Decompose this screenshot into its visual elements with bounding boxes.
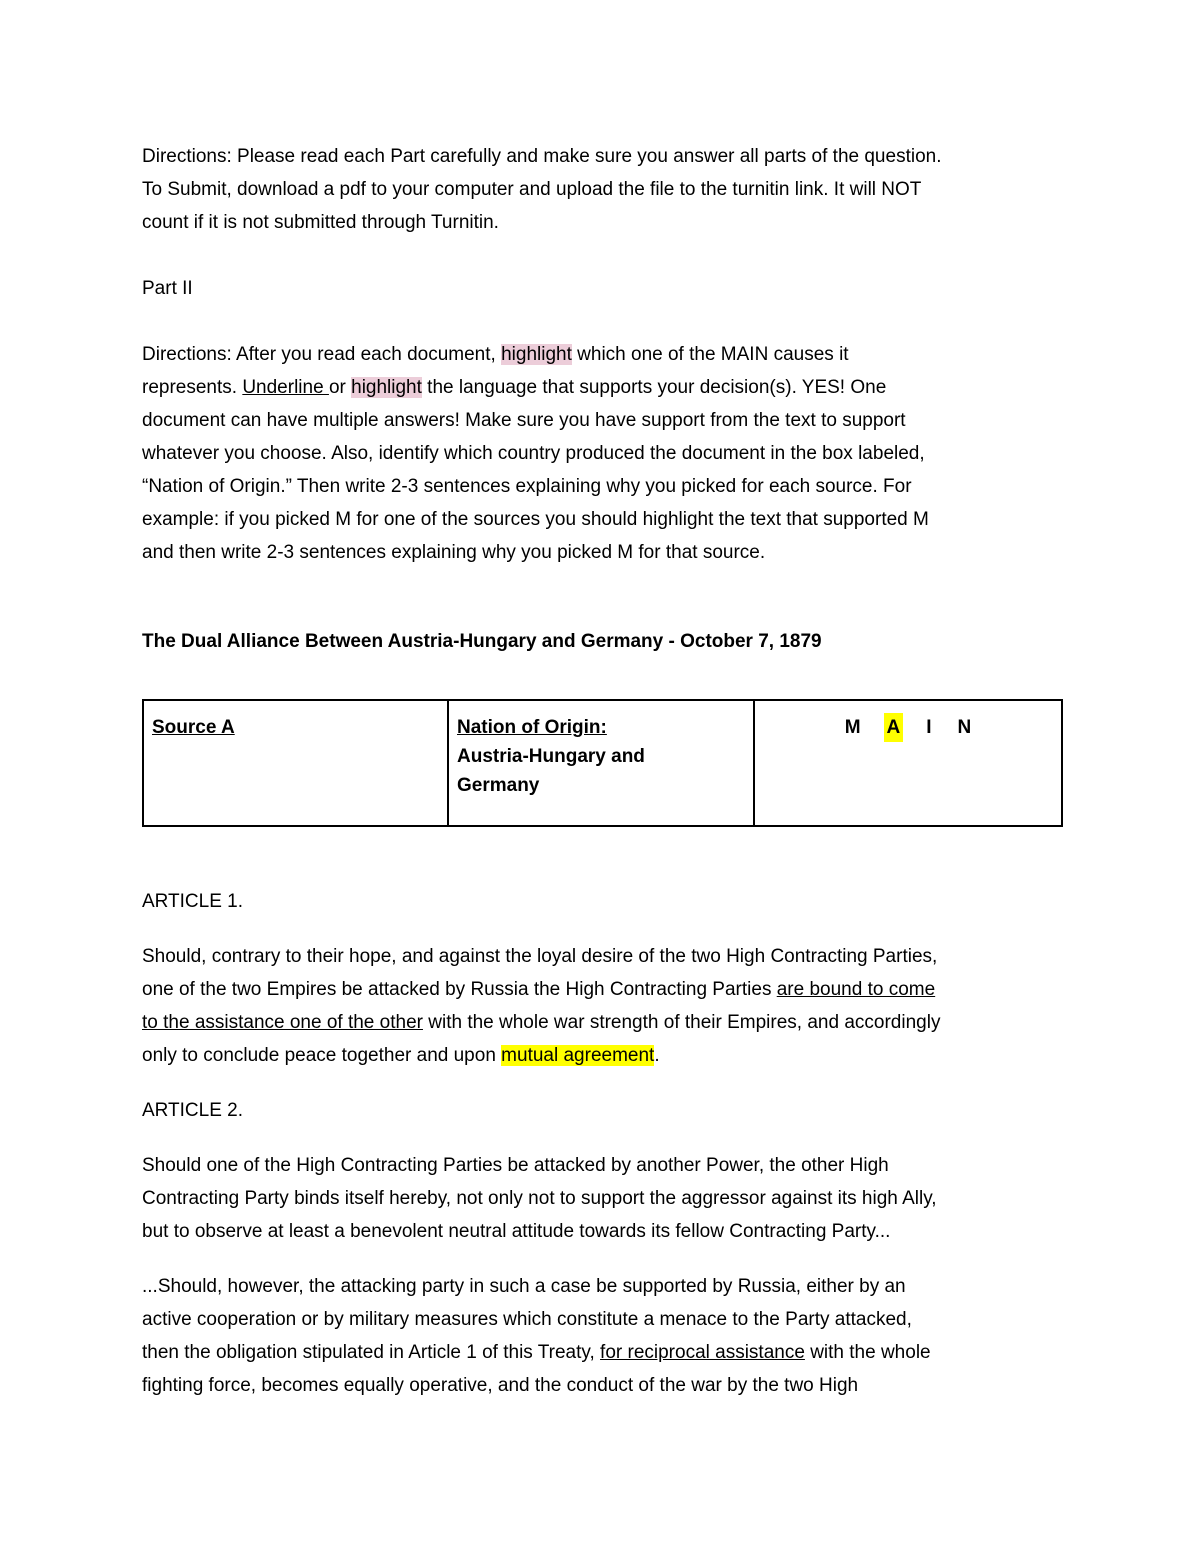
article-1-text [142, 940, 1062, 1072]
highlighted-word: highlight [501, 344, 572, 365]
nation-cell[interactable] [448, 700, 754, 826]
article-2-paragraph-1 [142, 1149, 1062, 1248]
main-letter-i[interactable]: I [926, 717, 932, 738]
text-line: then the obligation stipulated in Article 1 of this Treaty, for reciprocal assistance with the whole [142, 1342, 931, 1363]
text-line: to the assistance one of the other with the whole war strength of their Empires, and accordingly [142, 1012, 941, 1033]
text-line: To Submit, download a pdf to your computer and upload the file to the turnitin link. It will NOT [142, 179, 922, 200]
underlined-phrase: to the assistance one of the other [142, 1012, 423, 1033]
text-line: fighting force, becomes equally operative, and the conduct of the war by the two High [142, 1375, 859, 1396]
article-1-heading: ARTICLE 1. [142, 891, 244, 912]
text-line: Directions: After you read each document, highlight which one of the MAIN causes it [142, 344, 849, 365]
nation-value: Germany [457, 775, 540, 796]
highlighted-phrase: mutual agreement [501, 1045, 655, 1066]
source-cell [143, 700, 448, 826]
underlined-phrase: for reciprocal assistance [600, 1342, 805, 1363]
text-line: one of the two Empires be attacked by Russia the High Contracting Parties are bound to come [142, 979, 936, 1000]
text-line: only to conclude peace together and upon mutual agreement. [142, 1045, 660, 1066]
nation-value: Austria-Hungary and [457, 746, 645, 767]
text-line: Contracting Party binds itself hereby, not only not to support the aggressor against its high Ally, [142, 1188, 937, 1209]
article-2-paragraph-2 [142, 1270, 1062, 1402]
document-page [142, 140, 1062, 1402]
text-line: “Nation of Origin.” Then write 2-3 sentences explaining why you picked for each source. For [142, 476, 912, 497]
main-letter-a[interactable]: A [884, 713, 904, 742]
text-line: ...Should, however, the attacking party in such a case be supported by Russia, either by an [142, 1276, 906, 1297]
source-table [142, 699, 1063, 827]
text-line: active cooperation or by military measures which constitute a menace to the Party attacked, [142, 1309, 912, 1330]
article-2-heading: ARTICLE 2. [142, 1100, 244, 1121]
text-line: represents. Underline or highlight the language that supports your decision(s). YES! One [142, 377, 887, 398]
main-letter-n[interactable]: N [957, 717, 972, 738]
text-line: and then write 2-3 sentences explaining why you picked M for that source. [142, 542, 766, 563]
text-line: example: if you picked M for one of the sources you should highlight the text that supported M [142, 509, 929, 530]
main-cell [754, 700, 1062, 826]
text-line: Should, contrary to their hope, and against the loyal desire of the two High Contracting Parties, [142, 946, 938, 967]
nation-label: Nation of Origin: [457, 717, 607, 738]
document-title: The Dual Alliance Between Austria-Hungary and Germany - October 7, 1879 [142, 631, 822, 652]
text-line: Should one of the High Contracting Parties be attacked by another Power, the other High [142, 1155, 889, 1176]
highlighted-word: highlight [351, 377, 422, 398]
directions-paragraph-2 [142, 338, 1062, 569]
text-line: count if it is not submitted through Turnitin. [142, 212, 499, 233]
source-label: Source A [152, 717, 235, 738]
text-line: Directions: Please read each Part carefully and make sure you answer all parts of the question. [142, 146, 942, 167]
underlined-word: Underline [242, 377, 329, 398]
text-line: document can have multiple answers! Make sure you have support from the text to support [142, 410, 906, 431]
part-title: Part II [142, 278, 193, 299]
underlined-phrase: are bound to come [776, 979, 936, 1000]
text-line: whatever you choose. Also, identify which country produced the document in the box labeled, [142, 443, 925, 464]
directions-paragraph-1 [142, 140, 1062, 239]
main-letter-m[interactable]: M [844, 717, 861, 738]
text-line: but to observe at least a benevolent neutral attitude towards its fellow Contracting Party... [142, 1221, 891, 1242]
